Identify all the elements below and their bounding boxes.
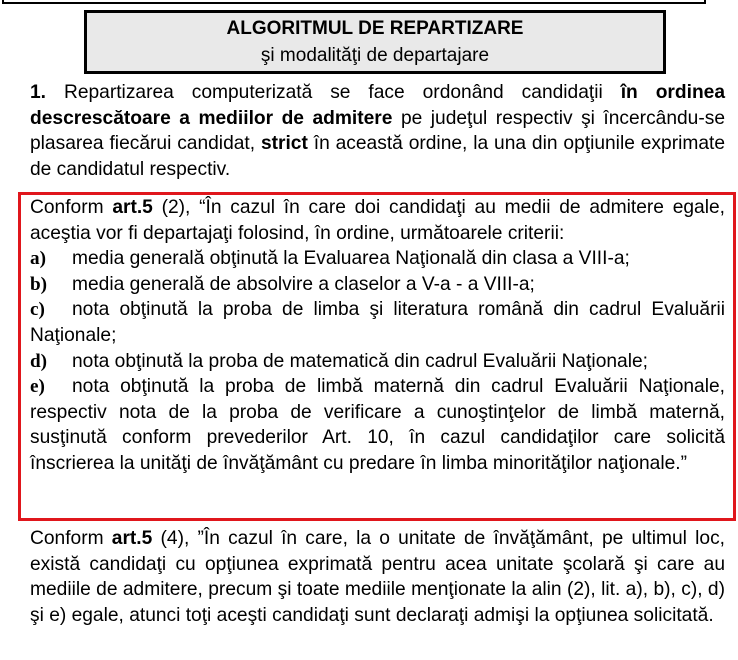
paragraph-1-text-1: Repartizarea computerizată se face ordonând candidaţii [46,82,621,103]
paragraph-1-text-3: în această ordine, la una din opţiunile exprimate de candidatul respectiv. [30,133,725,180]
paragraph-1 [30,80,725,182]
article-5-2-intro [30,195,725,246]
criterion-label: e) [30,376,45,398]
article-5-2-section [30,195,725,477]
article-5-4-lead: Conform [30,528,112,549]
intro-rest: (2), “În cazul în care doi candidaţi au medii de admitere egale, aceştia vor fi departajaţi folosind, în ordine, următoarele criterii: [30,197,725,244]
criterion-e [30,374,725,476]
article-5-4-text: (4), ”În cazul în care, la o unitate de învăţământ, pe ultimul loc, există candidaţi cu opţiunea exprimată pentru acea unitate şcolară şi care au mediile de admitere, precum şi toate mediile menţionate la alin (2), lit. a), b), c), d) şi e) egale, atunci toţi aceşti candidaţi sunt declaraţi admişi la opţiunea solicitată. [30,528,726,626]
criterion-label: a) [30,248,46,270]
criterion-d [30,349,725,375]
top-frame-border [2,0,706,4]
criterion-label: d) [30,350,48,372]
criterion-b [30,272,725,298]
criterion-text: nota obţinută la proba de limba şi literatura română din cadrul Evaluării Naţionale; [30,299,725,346]
criterion-text: media generală obţinută la Evaluarea Naţională din clasa a VIII-a; [72,248,630,270]
article-5-4-section [30,526,725,628]
page-subtitle: şi modalităţi de departajare [260,45,490,66]
paragraph-1-bold-1: în ordinea descrescătoare a mediilor de admitere [30,82,726,129]
paragraph-number: 1. [30,82,47,103]
intro-lead: Conform [30,197,113,218]
paragraph-1-bold-2: strict [260,133,308,155]
criterion-text: nota obţinută la proba de limbă maternă din cadrul Evaluării Naţionale, respectiv nota de la proba de verificare a cunoştinţelor de limbă maternă, susţinută conform prevederilor Art. 10, în cazul candidaţilor care solicită înscrierea la unităţi de învăţământ cu predare în limba minorităţilor naţionale.” [30,376,725,474]
criterion-c [30,297,725,348]
page-title: ALGORITMUL DE REPARTIZARE [226,18,524,39]
criterion-label: b) [30,273,48,295]
criterion-label: c) [30,299,45,321]
criterion-a [30,246,725,272]
criterion-text: media generală de absolvire a claselor a V-a - a VIII-a; [72,273,535,295]
article-reference: art.5 [112,197,153,218]
title-box [84,10,666,74]
article-reference: art.5 [111,528,153,549]
paragraph-1-text-2: pe judeţul respectiv şi încercându-se plasarea fiecărui candidat, [30,107,726,155]
criterion-text: nota obţinută la proba de matematică din cadrul Evaluării Naţionale; [72,350,648,372]
